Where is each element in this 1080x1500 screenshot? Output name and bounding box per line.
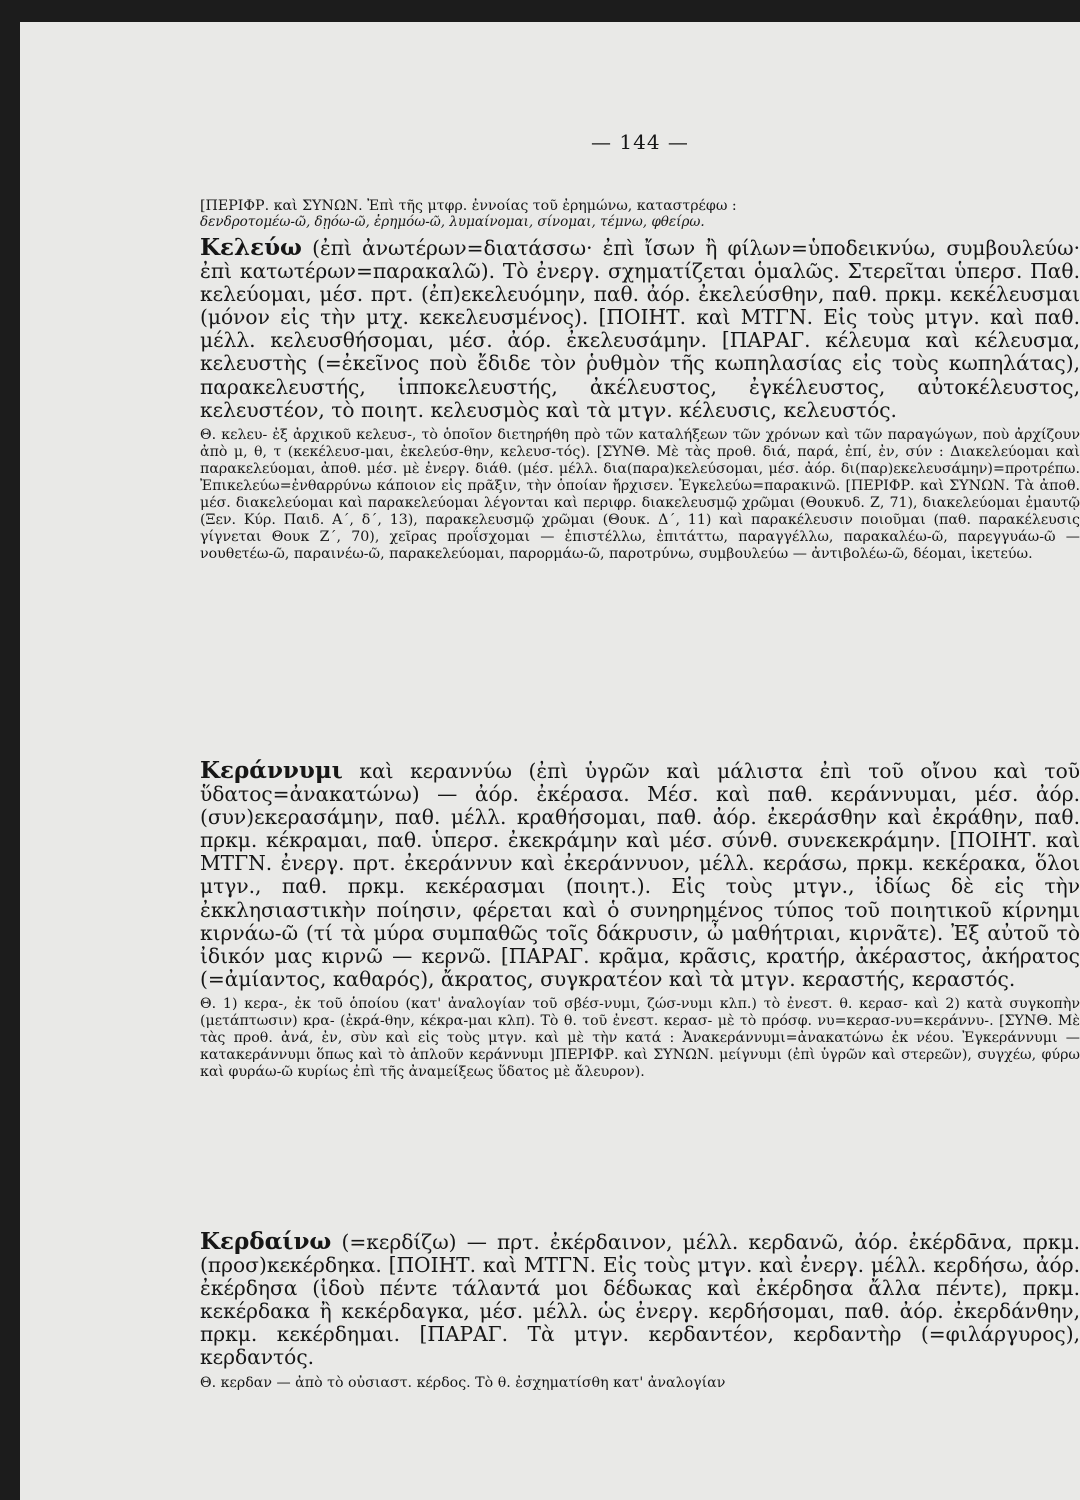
entry-kerdaino — [200, 1230, 1080, 1392]
continuation-line: δενδροτομέω-ῶ, δῃόω-ῶ, ἐρημόω-ῶ, λυμαίνομαι, σίνομαι, τέμνω, φθείρω. — [200, 214, 705, 230]
entry-body — [200, 759, 1080, 991]
entry-body — [200, 1230, 1080, 1370]
continuation-line: [ΠΕΡΙΦΡ. καὶ ΣΥΝΩΝ. Ἐπὶ τῆς μτφρ. ἐννοίας τοῦ ἐρημώνω, καταστρέφω : — [200, 198, 737, 214]
entry-text: (ἐπὶ ἀνωτέρων=διατάσσω· ἐπὶ ἴσων ἢ φίλων=ὑποδεικνύω, συμβουλεύω· ἐπὶ κατωτέρων=παρακαλῶ). Τὸ ἐνεργ. σχηματίζεται ὁμαλῶς. Στερεῖται ὑπερσ. Παθ. κελεύομαι, μέσ. πρτ. (ἐπ)εκελευόμην, παθ. ἀόρ. ἐκελεύσθην, παθ. πρκμ. κεκέλευσμαι (μόνον εἰς τὴν μτχ. κεκελευσμένος). [ΠΟΙΗΤ. καὶ ΜΤΓΝ. Εἰς τοὺς μτγν. καὶ παθ. μέλλ. κελευσθήσομαι, μέσ. ἀόρ. ἐκελευσάμην. [ΠΑΡΑΓ. κέλευμα καὶ κέλευσμα, κελευστὴς (=ἐκεῖνος ποὺ ἔδιδε τὸν ῥυθμὸν τῆς κωπηλασίας εἰς τοὺς κωπηλάτας), παρακελευστής, ἱπποκελευστής, ἀκέλευστος, ἐγκέλευστος, αὐτοκέλευστος, κελευστέον, τὸ ποιητ. κελευσμὸς καὶ τὰ μτγν. κέλευσις, κελευστός. — [200, 236, 1080, 422]
page-number: — 144 — — [591, 130, 689, 154]
headword: Κεράννυμι — [200, 757, 343, 784]
etymology: Θ. κερδαν — ἀπὸ τὸ οὐσιαστ. κέρδος. Τὸ θ. ἐσχηματίσθη κατ' ἀναλογίαν — [200, 1374, 726, 1391]
etymology: Θ. κελευ- ἐξ ἀρχικοῦ κελευσ-, τὸ ὁποῖον διετηρήθη πρὸ τῶν καταλήξεων τῶν χρόνων καὶ τῶν παραγώγων, ποὺ ἀρχίζουν ἀπὸ μ, θ, τ (κεκέλευσ-μαι, ἐκελεύσ-θην, κελευσ-τός). [ΣΥΝΘ. Μὲ τὰς προθ. διά, παρά, ἐπί, ἐν, σύν : Διακελεύομαι καὶ παρακελεύομαι, ἀποθ. μέσ. μὲ ἐνεργ. διάθ. (μέσ. μέλλ. δια(παρα)κελεύσομαι, μέσ. ἀόρ. δι(παρ)εκελευσάμην)=προτρέπω. Ἐπικελεύω=ἐνθαρρύνω κάποιον εἰς πρᾶξιν, τὴν ὁποίαν ἤρχισεν. Ἐγκελεύω=παρακινῶ. [ΠΕΡΙΦΡ. καὶ ΣΥΝΩΝ. Τὰ ἀποθ. μέσ. διακελεύομαι καὶ παρακελεύομαι λέγονται καὶ περιφρ. διακελευσμῷ χρῶμαι (Θουκυδ. Ζ, 71), διακελεύομαι ἐμαυτῷ (Ξεν. Κύρ. Παιδ. Α΄, δ΄, 13), παρακελευσμῷ χρῶμαι (Θουκ. Δ΄, 11) καὶ παρακέλευσιν ποιοῦμαι (παθ. παρακέλευσις γίγνεται Θουκ Ζ΄, 70), χεῖρας προΐσχομαι — ἐπιστέλλω, ἐπιτάττω, παραγγέλλω, παρακαλέω-ῶ, παρεγγυάω-ῶ — νουθετέω-ῶ, παραινέω-ῶ, παρακελεύομαι, παρορμάω-ῶ, παροτρύνω, συμβουλεύω — ἀντιβολέω-ῶ, δέομαι, ἱκετεύω. — [200, 426, 1080, 562]
etymology: Θ. 1) κερα-, ἐκ τοῦ ὁποίου (κατ' ἀναλογίαν τοῦ σβέσ-νυμι, ζώσ-νυμι κλπ.) τὸ ἐνεστ. θ. κερασ- καὶ 2) κατὰ συγκοπὴν (μετάπτωσιν) κρα- (ἐκρά-θην, κέκρα-μαι κλπ). Τὸ θ. τοῦ ἐνεστ. κερασ- μὲ τὸ πρόσφ. νυ=κερασ-νυ=κεράννυ-. [ΣΥΝΘ. Μὲ τὰς προθ. ἀνά, ἐν, σὺν καὶ εἰς τοὺς μτγν. καὶ μὲ τὴν κατά : Ἀνακεράννυμι=ἀνακατώνω ἐκ νέου. Ἐγκεράννυμι — κατακεράννυμι ὅπως καὶ τὸ ἁπλοῦν κεράννυμι ]ΠΕΡΙΦΡ. καὶ ΣΥΝΩΝ. μείγνυμι (ἐπὶ ὑγρῶν καὶ στερεῶν), συγχέω, φύρω καὶ φυράω-ῶ κυρίως ἐπὶ τῆς ἀναμείξεως ὕδατος μὲ ἄλευρον). — [200, 995, 1080, 1080]
headword: Κελεύω — [200, 234, 302, 261]
entry-keleuo — [200, 236, 1080, 563]
entry-text: καὶ κεραννύω (ἐπὶ ὑγρῶν καὶ μάλιστα ἐπὶ τοῦ οἴνου καὶ τοῦ ὕδατος=ἀνακατώνω) — ἀόρ. ἐκέρασα. Μέσ. καὶ παθ. κεράννυμαι, μέσ. ἀόρ. (συν)εκερασάμην, παθ. μέλλ. κραθήσομαι, παθ. ἀόρ. ἐκεράσθην καὶ ἐκράθην, παθ. πρκμ. κέκραμαι, παθ. ὑπερσ. ἐκεκράμην καὶ μέσ. σύνθ. συνεκεκράμην. [ΠΟΙΗΤ. καὶ ΜΤΓΝ. ἐνεργ. πρτ. ἐκεράννυν καὶ ἐκεράννυον, μέλλ. κεράσω, πρκμ. κεκέρακα, ὅλοι μτγν., παθ. πρκμ. κεκέρασμαι (ποιητ.). Εἰς τοὺς μτγν., ἰδίως δὲ εἰς τὴν ἐκκλησιαστικὴν ποίησιν, φέρεται καὶ ὁ συνηρημένος τύπος τοῦ ποιητικοῦ κίρνημι κιρνάω-ῶ (τί τὰ μύρα συμπαθῶς τοῖς δάκρυσιν, ὦ μαθήτριαι, κιρνᾶτε). Ἐξ αὐτοῦ τὸ ἰδικόν μας κιρνῶ — κερνῶ. [ΠΑΡΑΓ. κρᾶμα, κρᾶσις, κρατήρ, ἀκέραστος, ἀκήρατος (=ἀμίαντος, καθαρός), ἄκρατος, συγκρατέον καὶ τὰ μτγν. κεραστής, κεραστός. — [200, 759, 1080, 991]
continuation-block — [200, 198, 1080, 231]
entry-kerannymi — [200, 759, 1080, 1081]
book-page — [20, 22, 1080, 1500]
headword: Κερδαίνω — [200, 1228, 332, 1255]
entry-text: (=κερδίζω) — πρτ. ἐκέρδαινον, μέλλ. κερδανῶ, ἀόρ. ἐκέρδᾱνα, πρκμ. (προσ)κεκέρδηκα. [ΠΟΙΗΤ. καὶ ΜΤΓΝ. Εἰς τοὺς μτγν. καὶ ἐνεργ. μέλλ. κερδήσω, ἀόρ. ἐκέρδησα (ἰδοὺ πέντε τάλαντά μοι δέδωκας καὶ ἐκέρδησα ἄλλα πέντε), πρκμ. κεκέρδακα ἢ κεκέρδαγκα, μέσ. μέλλ. ὡς ἐνεργ. κερδήσομαι, παθ. ἀόρ. ἐκερδάνθην, πρκμ. κεκέρδημαι. [ΠΑΡΑΓ. Τὰ μτγν. κερδαντέον, κερδαντὴρ (=φιλάργυρος), κερδαντός. — [200, 1230, 1080, 1370]
entry-body — [200, 236, 1080, 422]
